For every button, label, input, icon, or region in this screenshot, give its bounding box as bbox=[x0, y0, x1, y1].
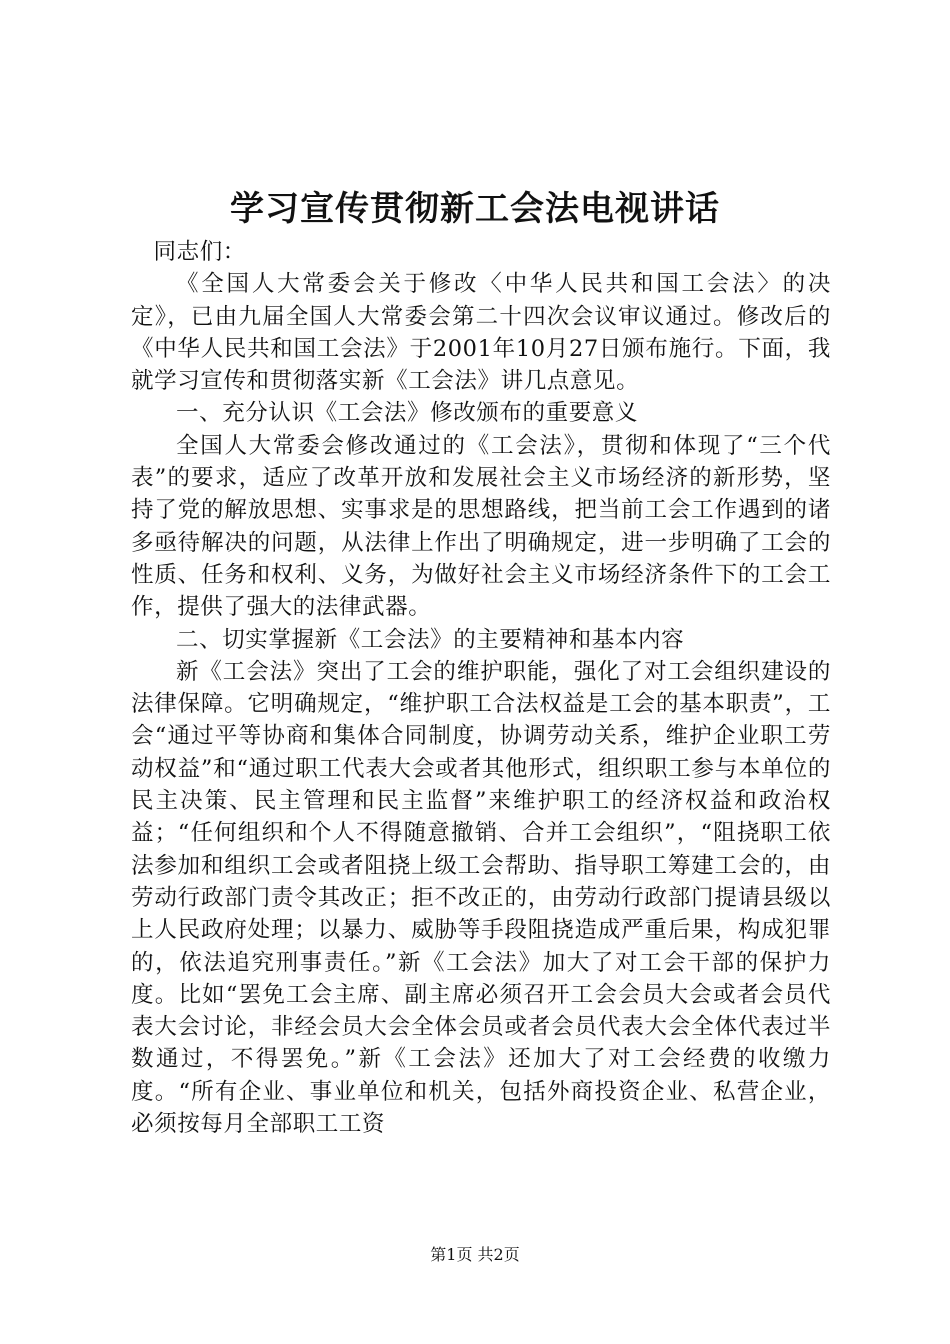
section-heading-2: 二、切实掌握新《工会法》的主要精神和基本内容 bbox=[176, 626, 685, 653]
document-title: 学习宣传贯彻新工会法电视讲话 bbox=[230, 189, 720, 229]
paragraph-intro: 《全国人大常委会关于修改〈中华人民共和国工会法〉的决定》，已由九届全国人大常委会第二十四次会议审议通过。修改后的《中华人民共和国工会法》于2001年10月27日颁布施行。下面，我就学习宣传和贯彻落实新《工会法》讲几点意见。 bbox=[131, 271, 831, 395]
paragraph-section-1: 全国人大常委会修改通过的《工会法》，贯彻和体现了“三个代表”的要求，适应了改革开放和发展社会主义市场经济的新形势，坚持了党的解放思想、实事求是的思想路线，把当前工会工作遇到的诸多亟待解决的问题，从法律上作出了明确规定，进一步明确了工会的性质、任务和权利、义务，为做好社会主义市场经济条件下的工会工作，提供了强大的法律武器。 bbox=[131, 432, 831, 621]
salutation: 同志们： bbox=[153, 239, 246, 265]
document-body bbox=[131, 236, 831, 1140]
paragraph-section-2: 新《工会法》突出了工会的维护职能，强化了对工会组织建设的法律保障。它明确规定，“维护职工合法权益是工会的基本职责”，工会“通过平等协商和集体合同制度，协调劳动关系，维护企业职工劳动权益”和“通过职工代表大会或者其他形式，组织职工参与本单位的民主决策、民主管理和民主监督”来维护职工的经济权益和政治权益；“任何组织和个人不得随意撤销、合并工会组织”，“阻挠职工依法参加和组织工会或者阻挠上级工会帮助、指导职工筹建工会的，由劳动行政部门责令其改正；拒不改正的，由劳动行政部门提请县级以上人民政府处理；以暴力、威胁等手段阻挠造成严重后果，构成犯罪的，依法追究刑事责任。”新《工会法》加大了对工会干部的保护力度。比如“罢免工会主席、副主席必须召开工会会员大会或者会员代表大会讨论，非经会员大会全体会员或者会员代表大会全体代表过半数通过，不得罢免。”新《工会法》还加大了对工会经费的收缴力度。“所有企业、事业单位和机关，包括外商投资企业、私营企业，必须按每月全部职工工资 bbox=[131, 658, 831, 1138]
section-heading-1: 一、充分认识《工会法》修改颁布的重要意义 bbox=[176, 400, 639, 427]
page-footer: 第1页 共2页 bbox=[430, 1245, 520, 1264]
